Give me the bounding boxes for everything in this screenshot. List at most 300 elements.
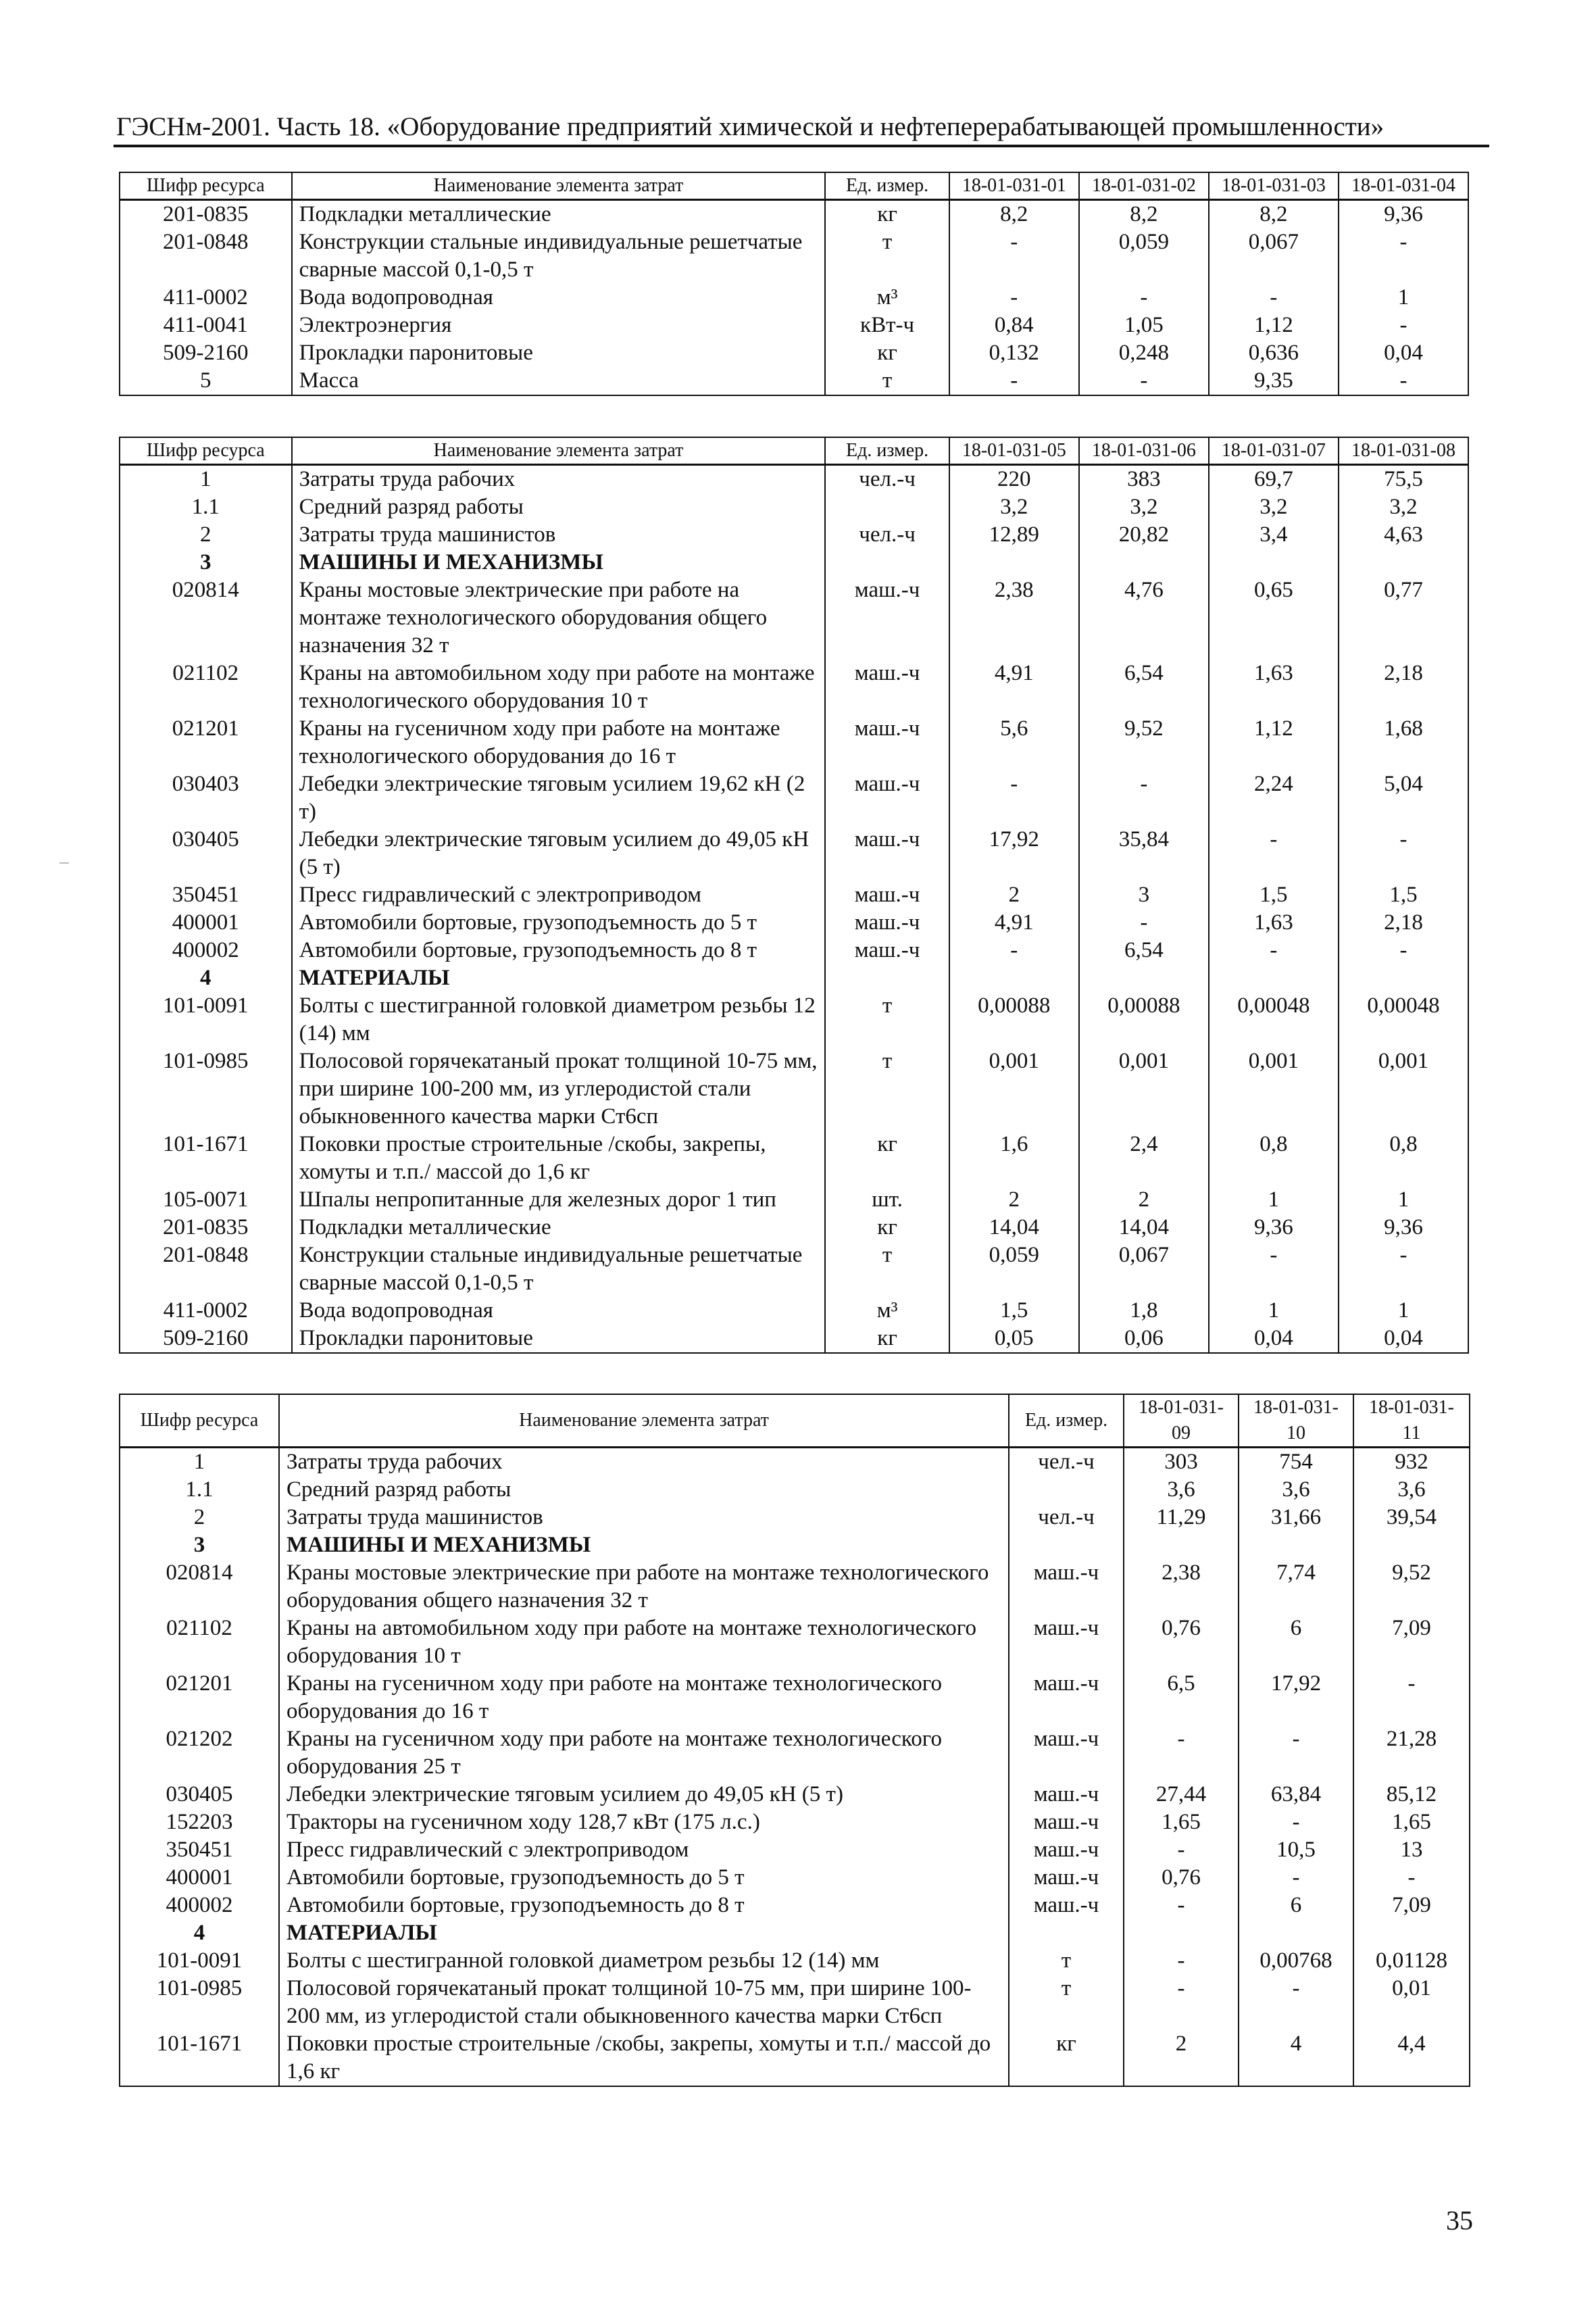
norm-value: 0,04	[1339, 1325, 1468, 1353]
table-row	[120, 284, 1468, 312]
norm-value	[1079, 964, 1209, 992]
cost-element-name: Подкладки металлические	[292, 1214, 826, 1241]
norm-value: -	[1124, 1725, 1239, 1781]
table-row	[120, 1325, 1468, 1353]
cost-element-name: Краны на автомобильном ходу при работе на монтаже технологического оборудования 10 т	[292, 660, 826, 715]
norm-value: 7,74	[1239, 1559, 1353, 1615]
norm-value: 0,00088	[1079, 992, 1209, 1048]
norm-value: 1	[1209, 1297, 1339, 1325]
norm-value: 0,01	[1353, 1975, 1470, 2030]
cost-element-name: Затраты труда машинистов	[292, 521, 826, 549]
norm-value	[1124, 1531, 1239, 1559]
norm-value: 1	[1339, 1297, 1468, 1325]
table-row	[120, 1186, 1468, 1214]
column-header-c3: 18-01-031-07	[1209, 437, 1339, 465]
resource-code: 400002	[120, 937, 292, 964]
norm-value: 0,001	[1339, 1048, 1468, 1131]
norm-value: 383	[1079, 465, 1209, 494]
norm-value: -	[1124, 1947, 1239, 1975]
norm-value: 2	[1079, 1186, 1209, 1214]
cost-element-name: Краны на гусеничном ходу при работе на монтаже технологического оборудования 25 т	[279, 1725, 1009, 1781]
resource-code: 509-2160	[120, 1325, 292, 1353]
unit-of-measure: т	[1009, 1975, 1124, 2030]
norm-value	[949, 964, 1079, 992]
resource-code: 020814	[120, 1559, 279, 1615]
table-row	[120, 660, 1468, 715]
table-row	[120, 1781, 1470, 1808]
norm-value: 85,12	[1353, 1781, 1470, 1808]
column-header-c2: 18-01-031-10	[1239, 1394, 1353, 1448]
resource-code: 2	[120, 1504, 279, 1531]
unit-of-measure: т	[825, 1241, 949, 1297]
table-row	[120, 1975, 1470, 2030]
resource-code: 021202	[120, 1725, 279, 1781]
table-row	[120, 312, 1468, 339]
norm-value: 2	[1124, 2030, 1239, 2086]
resource-table-2	[119, 437, 1469, 1354]
norm-value: -	[1124, 1836, 1239, 1864]
column-header-c4: 18-01-031-08	[1339, 437, 1468, 465]
resource-code: 101-1671	[120, 1131, 292, 1186]
page-header-title: ГЭСНм-2001. Часть 18. «Оборудование предприятий химической и нефтеперерабатывающей промышленности»	[116, 112, 1385, 141]
unit-of-measure: маш.-ч	[1009, 1836, 1124, 1864]
resource-code: 400001	[120, 909, 292, 937]
table-row	[120, 1241, 1468, 1297]
norm-value: 3	[1079, 881, 1209, 909]
norm-value	[949, 549, 1079, 576]
resource-code: 021201	[120, 1670, 279, 1725]
column-header-unit: Ед. измер.	[825, 437, 949, 465]
norm-value: 9,36	[1209, 1214, 1339, 1241]
norm-value: 0,00048	[1209, 992, 1339, 1048]
column-header-c1: 18-01-031-01	[949, 172, 1079, 200]
norm-value: 0,059	[1079, 228, 1209, 284]
resource-code: 3	[120, 549, 292, 576]
norm-value: 2,38	[1124, 1559, 1239, 1615]
norm-value: 9,52	[1079, 715, 1209, 770]
norm-value: 0,76	[1124, 1615, 1239, 1670]
table-row	[120, 1476, 1470, 1504]
resource-code: 105-0071	[120, 1186, 292, 1214]
resource-code: 1	[120, 465, 292, 494]
norm-value: 17,92	[1239, 1670, 1353, 1725]
table-row	[120, 1808, 1470, 1836]
column-header-c2: 18-01-031-06	[1079, 437, 1209, 465]
table-row	[120, 200, 1468, 229]
cost-element-name: Пресс гидравлический с электроприводом	[292, 881, 826, 909]
cost-element-name: Электроэнергия	[292, 312, 826, 339]
cost-element-name: МАШИНЫ И МЕХАНИЗМЫ	[279, 1531, 1009, 1559]
norm-value: 0,248	[1079, 339, 1209, 367]
norm-value: -	[1239, 1864, 1353, 1892]
norm-value: 1,5	[949, 1297, 1079, 1325]
table-header-row	[120, 437, 1468, 465]
table-row	[120, 1448, 1470, 1477]
norm-value: 0,77	[1339, 576, 1468, 660]
resource-code: 201-0835	[120, 1214, 292, 1241]
norm-value: 9,35	[1209, 367, 1339, 395]
cost-element-name: Краны мостовые электрические при работе на монтаже технологического оборудования общего назначения 32 т	[292, 576, 826, 660]
table-row	[120, 909, 1468, 937]
resource-code: 201-0848	[120, 1241, 292, 1297]
unit-of-measure: маш.-ч	[1009, 1670, 1124, 1725]
norm-value: 4,76	[1079, 576, 1209, 660]
cost-element-name: Краны на автомобильном ходу при работе на монтаже технологического оборудования 10 т	[279, 1615, 1009, 1670]
cost-element-name: Болты с шестигранной головкой диаметром резьбы 12 (14) мм	[292, 992, 826, 1048]
norm-value: 6,54	[1079, 937, 1209, 964]
cost-element-name: Краны мостовые электрические при работе на монтаже технологического оборудования общего назначения 32 т	[279, 1559, 1009, 1615]
table-row	[120, 964, 1468, 992]
cost-element-name: Пресс гидравлический с электроприводом	[279, 1836, 1009, 1864]
norm-value: 31,66	[1239, 1504, 1353, 1531]
table-row	[120, 1615, 1470, 1670]
column-header-unit: Ед. измер.	[825, 172, 949, 200]
cost-element-name: Масса	[292, 367, 826, 395]
norm-value: -	[1339, 826, 1468, 881]
norm-value: 11,29	[1124, 1504, 1239, 1531]
norm-value: 3,2	[949, 493, 1079, 521]
resource-code: 350451	[120, 1836, 279, 1864]
cost-element-name: Краны на гусеничном ходу при работе на монтаже технологического оборудования до 16 т	[279, 1670, 1009, 1725]
cost-element-name: Полосовой горячекатаный прокат толщиной 10-75 мм, при ширине 100-200 мм, из углеродистой стали обыкновенного качества марки Ст6сп	[292, 1048, 826, 1131]
norm-value: 3,2	[1339, 493, 1468, 521]
norm-value: 2,18	[1339, 660, 1468, 715]
unit-of-measure: т	[1009, 1947, 1124, 1975]
norm-value: 4	[1239, 2030, 1353, 2086]
resource-code: 201-0835	[120, 200, 292, 229]
unit-of-measure	[1009, 1476, 1124, 1504]
resource-code: 152203	[120, 1808, 279, 1836]
norm-value: 12,89	[949, 521, 1079, 549]
table-row	[120, 1297, 1468, 1325]
norm-value: -	[1079, 284, 1209, 312]
norm-value: 1,68	[1339, 715, 1468, 770]
cost-element-name: Затраты труда машинистов	[279, 1504, 1009, 1531]
norm-value: 754	[1239, 1448, 1353, 1477]
cost-element-name: Автомобили бортовые, грузоподъемность до 5 т	[292, 909, 826, 937]
cost-element-name: Затраты труда рабочих	[279, 1448, 1009, 1477]
resource-code: 030403	[120, 770, 292, 826]
unit-of-measure: кг	[1009, 2030, 1124, 2086]
resource-code: 411-0041	[120, 312, 292, 339]
norm-value: 0,001	[1079, 1048, 1209, 1131]
resource-code: 101-0091	[120, 992, 292, 1048]
cost-element-name: Средний разряд работы	[292, 493, 826, 521]
norm-value: 9,36	[1339, 200, 1468, 229]
norm-value: -	[1239, 1725, 1353, 1781]
norm-value: 8,2	[949, 200, 1079, 229]
unit-of-measure	[825, 549, 949, 576]
column-header-name: Наименование элемента затрат	[292, 172, 826, 200]
unit-of-measure: чел.-ч	[825, 521, 949, 549]
column-header-unit: Ед. измер.	[1009, 1394, 1124, 1448]
cost-element-name: Вода водопроводная	[292, 1297, 826, 1325]
norm-value: 0,00048	[1339, 992, 1468, 1048]
table-row	[120, 521, 1468, 549]
column-header-c1: 18-01-031-09	[1124, 1394, 1239, 1448]
unit-of-measure: маш.-ч	[825, 770, 949, 826]
unit-of-measure: чел.-ч	[1009, 1504, 1124, 1531]
norm-value: -	[1339, 228, 1468, 284]
cost-element-name: Автомобили бортовые, грузоподъемность до 8 т	[279, 1892, 1009, 1919]
resource-code: 350451	[120, 881, 292, 909]
table-row	[120, 1836, 1470, 1864]
norm-value: 0,8	[1339, 1131, 1468, 1186]
table-row	[120, 576, 1468, 660]
norm-value: 39,54	[1353, 1504, 1470, 1531]
column-header-c1: 18-01-031-05	[949, 437, 1079, 465]
resource-code: 1.1	[120, 493, 292, 521]
column-header-code: Шифр ресурса	[120, 437, 292, 465]
unit-of-measure: маш.-ч	[1009, 1559, 1124, 1615]
margin-mark	[59, 862, 69, 864]
column-header-name: Наименование элемента затрат	[279, 1394, 1009, 1448]
cost-element-name: Болты с шестигранной головкой диаметром резьбы 12 (14) мм	[279, 1947, 1009, 1975]
resource-code: 411-0002	[120, 284, 292, 312]
norm-value: -	[1079, 909, 1209, 937]
unit-of-measure: маш.-ч	[825, 909, 949, 937]
norm-value: 6,54	[1079, 660, 1209, 715]
cost-element-name: Краны на гусеничном ходу при работе на монтаже технологического оборудования до 16 т	[292, 715, 826, 770]
table-row	[120, 1504, 1470, 1531]
unit-of-measure: маш.-ч	[1009, 1864, 1124, 1892]
norm-value: 1,5	[1339, 881, 1468, 909]
norm-value: 0,76	[1124, 1864, 1239, 1892]
table-row	[120, 1048, 1468, 1131]
cost-element-name: Вода водопроводная	[292, 284, 826, 312]
norm-value: -	[1339, 312, 1468, 339]
norm-value	[1239, 1531, 1353, 1559]
norm-value: 4,4	[1353, 2030, 1470, 2086]
norm-value: -	[1239, 1975, 1353, 2030]
norm-value: 0,01128	[1353, 1947, 1470, 1975]
norm-value: 1,12	[1209, 715, 1339, 770]
unit-of-measure: маш.-ч	[825, 660, 949, 715]
norm-value: 75,5	[1339, 465, 1468, 494]
norm-value: 1,12	[1209, 312, 1339, 339]
table-row	[120, 1919, 1470, 1947]
norm-value: 1,5	[1209, 881, 1339, 909]
cost-element-name: МАТЕРИАЛЫ	[292, 964, 826, 992]
norm-value: 21,28	[1353, 1725, 1470, 1781]
resource-code: 030405	[120, 1781, 279, 1808]
table-row	[120, 1947, 1470, 1975]
norm-value: 13	[1353, 1836, 1470, 1864]
table-row	[120, 1725, 1470, 1781]
cost-element-name: Тракторы на гусеничном ходу 128,7 кВт (175 л.с.)	[279, 1808, 1009, 1836]
unit-of-measure: кг	[825, 1131, 949, 1186]
norm-value	[1124, 1919, 1239, 1947]
unit-of-measure: кг	[825, 1325, 949, 1353]
norm-value	[1209, 549, 1339, 576]
norm-value: 5,04	[1339, 770, 1468, 826]
norm-value: -	[949, 770, 1079, 826]
unit-of-measure: маш.-ч	[1009, 1725, 1124, 1781]
table-row	[120, 992, 1468, 1048]
norm-value: 1,63	[1209, 909, 1339, 937]
resource-code: 4	[120, 964, 292, 992]
norm-value: 3,2	[1079, 493, 1209, 521]
norm-value: 27,44	[1124, 1781, 1239, 1808]
norm-value: 0,067	[1079, 1241, 1209, 1297]
unit-of-measure: маш.-ч	[825, 576, 949, 660]
norm-value: -	[1209, 937, 1339, 964]
norm-value: 0,001	[949, 1048, 1079, 1131]
norm-value: 4,91	[949, 660, 1079, 715]
resource-code: 2	[120, 521, 292, 549]
norm-value: -	[1239, 1808, 1353, 1836]
unit-of-measure: м³	[825, 284, 949, 312]
cost-element-name: Лебедки электрические тяговым усилием до 49,05 кН (5 т)	[292, 826, 826, 881]
norm-value: -	[1124, 1892, 1239, 1919]
norm-value: 35,84	[1079, 826, 1209, 881]
unit-of-measure: кг	[825, 339, 949, 367]
cost-element-name: Прокладки паронитовые	[292, 1325, 826, 1353]
norm-value: 220	[949, 465, 1079, 494]
table-row	[120, 465, 1468, 494]
cost-element-name: Полосовой горячекатаный прокат толщиной 10-75 мм, при ширине 100-200 мм, из углеродистой стали обыкновенного качества марки Ст6сп	[279, 1975, 1009, 2030]
norm-value: 0,001	[1209, 1048, 1339, 1131]
unit-of-measure: т	[825, 1048, 949, 1131]
norm-value: 5,6	[949, 715, 1079, 770]
unit-of-measure	[1009, 1919, 1124, 1947]
norm-value	[1353, 1919, 1470, 1947]
resource-code: 400002	[120, 1892, 279, 1919]
resource-code: 4	[120, 1919, 279, 1947]
cost-element-name: Конструкции стальные индивидуальные решетчатые сварные массой 0,1-0,5 т	[292, 1241, 826, 1297]
column-header-c3: 18-01-031-03	[1209, 172, 1339, 200]
unit-of-measure: кг	[825, 1214, 949, 1241]
unit-of-measure: т	[825, 992, 949, 1048]
table-row	[120, 493, 1468, 521]
resource-code: 411-0002	[120, 1297, 292, 1325]
cost-element-name: Поковки простые строительные /скобы, закрепы, хомуты и т.п./ массой до 1,6 кг	[292, 1131, 826, 1186]
unit-of-measure: маш.-ч	[1009, 1892, 1124, 1919]
norm-value: 0,04	[1339, 339, 1468, 367]
resource-code: 021201	[120, 715, 292, 770]
cost-element-name: Средний разряд работы	[279, 1476, 1009, 1504]
norm-value: 14,04	[1079, 1214, 1209, 1241]
cost-element-name: Лебедки электрические тяговым усилием 19,62 кН (2 т)	[292, 770, 826, 826]
table-row	[120, 937, 1468, 964]
norm-value: 1,63	[1209, 660, 1339, 715]
unit-of-measure: маш.-ч	[825, 715, 949, 770]
table-row	[120, 826, 1468, 881]
cost-element-name: Затраты труда рабочих	[292, 465, 826, 494]
resource-code: 021102	[120, 1615, 279, 1670]
norm-value: 3,6	[1353, 1476, 1470, 1504]
table-row	[120, 1131, 1468, 1186]
cost-element-name: Шпалы непропитанные для железных дорог 1 тип	[292, 1186, 826, 1214]
resource-table-1	[119, 172, 1469, 396]
resource-code: 1.1	[120, 1476, 279, 1504]
norm-value: 2,24	[1209, 770, 1339, 826]
cost-element-name: Автомобили бортовые, грузоподъемность до 5 т	[279, 1864, 1009, 1892]
norm-value: 2	[949, 881, 1079, 909]
unit-of-measure: маш.-ч	[825, 881, 949, 909]
norm-value: 1,65	[1353, 1808, 1470, 1836]
norm-value: 0,00768	[1239, 1947, 1353, 1975]
norm-value	[1239, 1919, 1353, 1947]
norm-value: 10,5	[1239, 1836, 1353, 1864]
resource-code: 101-0985	[120, 1048, 292, 1131]
norm-value: -	[1339, 367, 1468, 395]
unit-of-measure: кВт-ч	[825, 312, 949, 339]
table-row	[120, 2030, 1470, 2086]
cost-element-name: Поковки простые строительные /скобы, закрепы, хомуты и т.п./ массой до 1,6 кг	[279, 2030, 1009, 2086]
unit-of-measure: маш.-ч	[825, 937, 949, 964]
unit-of-measure	[1009, 1531, 1124, 1559]
norm-value: 63,84	[1239, 1781, 1353, 1808]
norm-value: 303	[1124, 1448, 1239, 1477]
cost-element-name: Конструкции стальные индивидуальные решетчатые сварные массой 0,1-0,5 т	[292, 228, 826, 284]
unit-of-measure: маш.-ч	[1009, 1781, 1124, 1808]
norm-value: 0,84	[949, 312, 1079, 339]
table-row	[120, 881, 1468, 909]
norm-value: 8,2	[1079, 200, 1209, 229]
norm-value: 1,65	[1124, 1808, 1239, 1836]
norm-value: -	[1339, 937, 1468, 964]
table-row	[120, 1670, 1470, 1725]
table-row	[120, 1559, 1470, 1615]
norm-value: 0,636	[1209, 339, 1339, 367]
norm-value: 0,132	[949, 339, 1079, 367]
norm-value: 2	[949, 1186, 1079, 1214]
resource-code: 020814	[120, 576, 292, 660]
norm-value: 3,6	[1124, 1476, 1239, 1504]
norm-value: -	[949, 367, 1079, 395]
table-row	[120, 549, 1468, 576]
cost-element-name: МАТЕРИАЛЫ	[279, 1919, 1009, 1947]
norm-value: -	[1209, 1241, 1339, 1297]
norm-value: -	[1353, 1864, 1470, 1892]
norm-value: 1,8	[1079, 1297, 1209, 1325]
norm-value: 1	[1209, 1186, 1339, 1214]
norm-value: 20,82	[1079, 521, 1209, 549]
norm-value: 0,06	[1079, 1325, 1209, 1353]
resource-code: 5	[120, 367, 292, 395]
table-row	[120, 770, 1468, 826]
resource-code: 101-0091	[120, 1947, 279, 1975]
cost-element-name: Подкладки металлические	[292, 200, 826, 229]
norm-value: 1	[1339, 284, 1468, 312]
norm-value: 1,05	[1079, 312, 1209, 339]
norm-value: -	[1209, 284, 1339, 312]
norm-value: 0,05	[949, 1325, 1079, 1353]
norm-value: 932	[1353, 1448, 1470, 1477]
norm-value: 0,65	[1209, 576, 1339, 660]
norm-value: 2,18	[1339, 909, 1468, 937]
norm-value: 0,067	[1209, 228, 1339, 284]
resource-code: 3	[120, 1531, 279, 1559]
norm-value: 17,92	[949, 826, 1079, 881]
norm-value: -	[1079, 367, 1209, 395]
column-header-code: Шифр ресурса	[120, 172, 292, 200]
norm-value: -	[1079, 770, 1209, 826]
norm-value: 3,2	[1209, 493, 1339, 521]
norm-value: -	[949, 228, 1079, 284]
resource-code: 400001	[120, 1864, 279, 1892]
norm-value: 0,00088	[949, 992, 1079, 1048]
unit-of-measure: т	[825, 228, 949, 284]
norm-value: 3,4	[1209, 521, 1339, 549]
norm-value: 6,5	[1124, 1670, 1239, 1725]
norm-value: -	[1353, 1670, 1470, 1725]
norm-value	[1079, 549, 1209, 576]
norm-value: -	[1209, 826, 1339, 881]
resource-code: 030405	[120, 826, 292, 881]
unit-of-measure	[825, 964, 949, 992]
